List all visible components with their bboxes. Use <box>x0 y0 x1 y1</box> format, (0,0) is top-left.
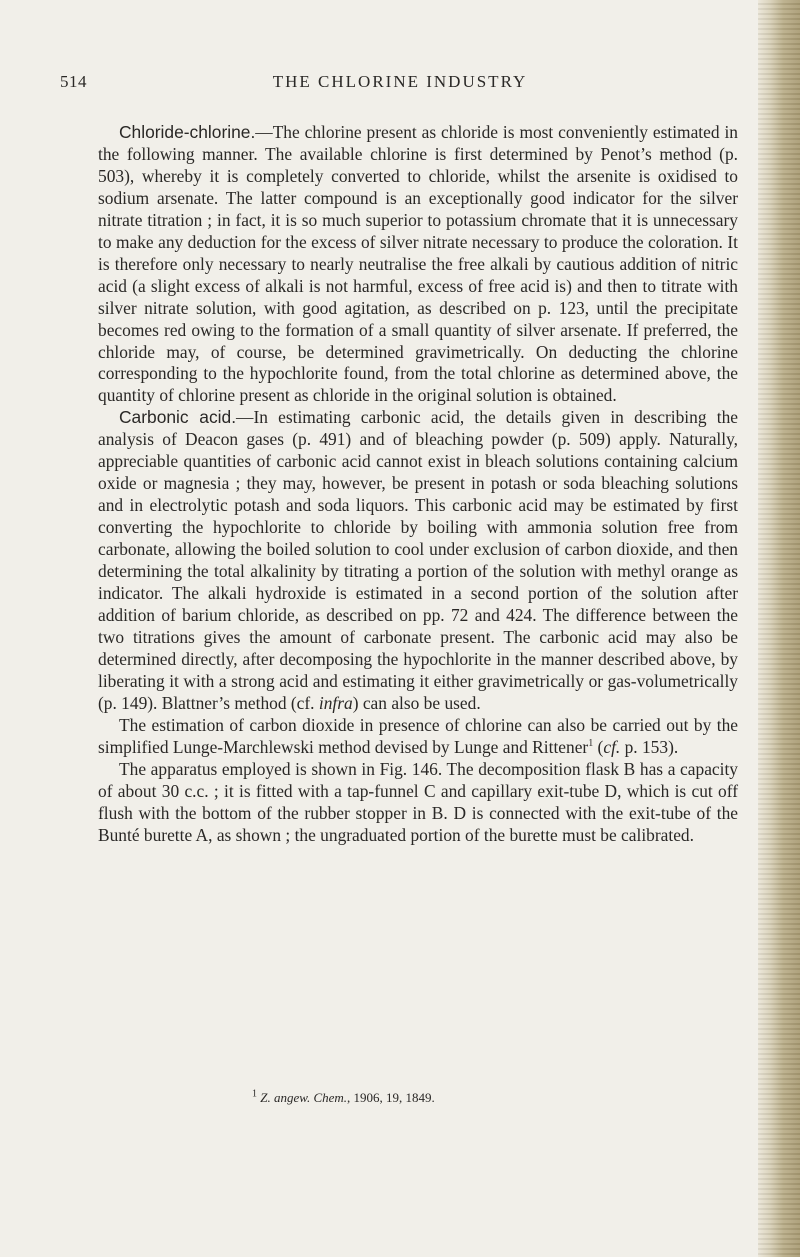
footnote-reference: 1 <box>588 737 594 749</box>
footnote-journal: Z. angew. Chem. <box>260 1090 348 1105</box>
paragraph-text: —The chlorine present as chloride is most conveniently estimated in the following manner. The available chlorine is first determined by Penot’s method (p. 503), whereby it is completely converted to chloride, whilst the arsenite is oxidised to sodium arsenate. The latter compound is an exceptionally good indicator for the silver nitrate titration ; in fact, it is so much superior to potassium chromate that it is unnecessary to make any deduction for the excess of silver nitrate necessary to produce the coloration. It is therefore only necessary to nearly neutralise the free alkali by cautious addition of nitric acid (a slight excess of alkali is not harmful, excess of free acid is) and then to titrate with silver nitrate solution, with good agitation, as described on p. 123, until the precipitate becomes red owing to the formation of a small quantity of silver arsenate. If preferred, the chloride may, of course, be determined gravimetrically. On deducting the chlorine corresponding to the hypochlorite found, from the total chlorine as determined above, the quantity of chlorine present as chloride in the original solution is obtained. <box>98 122 738 406</box>
page-header <box>60 72 740 102</box>
body-text <box>98 122 738 846</box>
section-heading-chloride: Chloride-chlorine. <box>119 122 256 142</box>
paragraph-text: The apparatus employed is shown in Fig. 146. The decomposition flask B has a capacity of about 30 c.c. ; it is fitted with a tap-funnel C and capillary exit-tube D, which is cut off flush with the bottom of the rubber stopper in B. D is connected with the exit-tube of the Bunté burette A, as shown ; the ungraduated portion of the burette must be calibrated. <box>98 758 738 845</box>
paragraph-apparatus <box>98 759 738 847</box>
footnote <box>252 1090 435 1106</box>
page-number: 514 <box>60 72 87 91</box>
italic-term: infra <box>318 692 353 713</box>
running-head: THE CHLORINE INDUSTRY <box>272 72 528 91</box>
paragraph-carbonic-acid <box>98 407 738 714</box>
paragraph-text: ) can also be used. <box>352 692 481 713</box>
footnote-marker: 1 <box>252 1088 257 1100</box>
paragraph-chloride <box>98 122 738 407</box>
paragraph-text: The estimation of carbon dioxide in presence of chlorine can also be carried out by the simplified Lunge-Marchlewski method devised by Lunge and Rittener <box>98 714 738 757</box>
paragraph-text: —In estimating carbonic acid, the details given in describing the analysis of Deacon gases (p. 491) and of bleaching powder (p. 509) apply. Naturally, appreciable quantities of carbonic acid cannot exist in bleach solutions containing calcium oxide or magnesia ; they may, however, be present in potash or soda bleaching solutions and in electrolytic potash and soda liquors. This carbonic acid may be estimated by first converting the hypochlorite to chloride by boiling with ammonia solution free from carbonate, allowing the boiled solution to cool under exclusion of carbon dioxide, and then determining the total alkalinity by titrating a portion of the solution with methyl orange as indicator. The alkali hydroxide is estimated in a second portion of the solution after addition of barium chloride, as described on pp. 72 and 424. The difference between the two titrations gives the amount of carbonate present. The carbonic acid may also be determined directly, after decomposing the hypochlorite in the manner described above, by liberating it with a strong acid and estimating it either gravimetrically or gas-volumetrically (p. 149). Blattner’s method (cf. <box>98 407 738 713</box>
section-heading-carbonic-acid: Carbonic acid. <box>119 407 237 428</box>
page-edge-shadow <box>758 0 800 1257</box>
paragraph-text: p. 153). <box>620 736 679 757</box>
footnote-details: , 1906, 19, 1849. <box>347 1090 435 1105</box>
paragraph-co2-estimation <box>98 715 738 759</box>
paragraph-text: ( <box>593 736 604 757</box>
italic-term: cf. <box>603 736 621 757</box>
